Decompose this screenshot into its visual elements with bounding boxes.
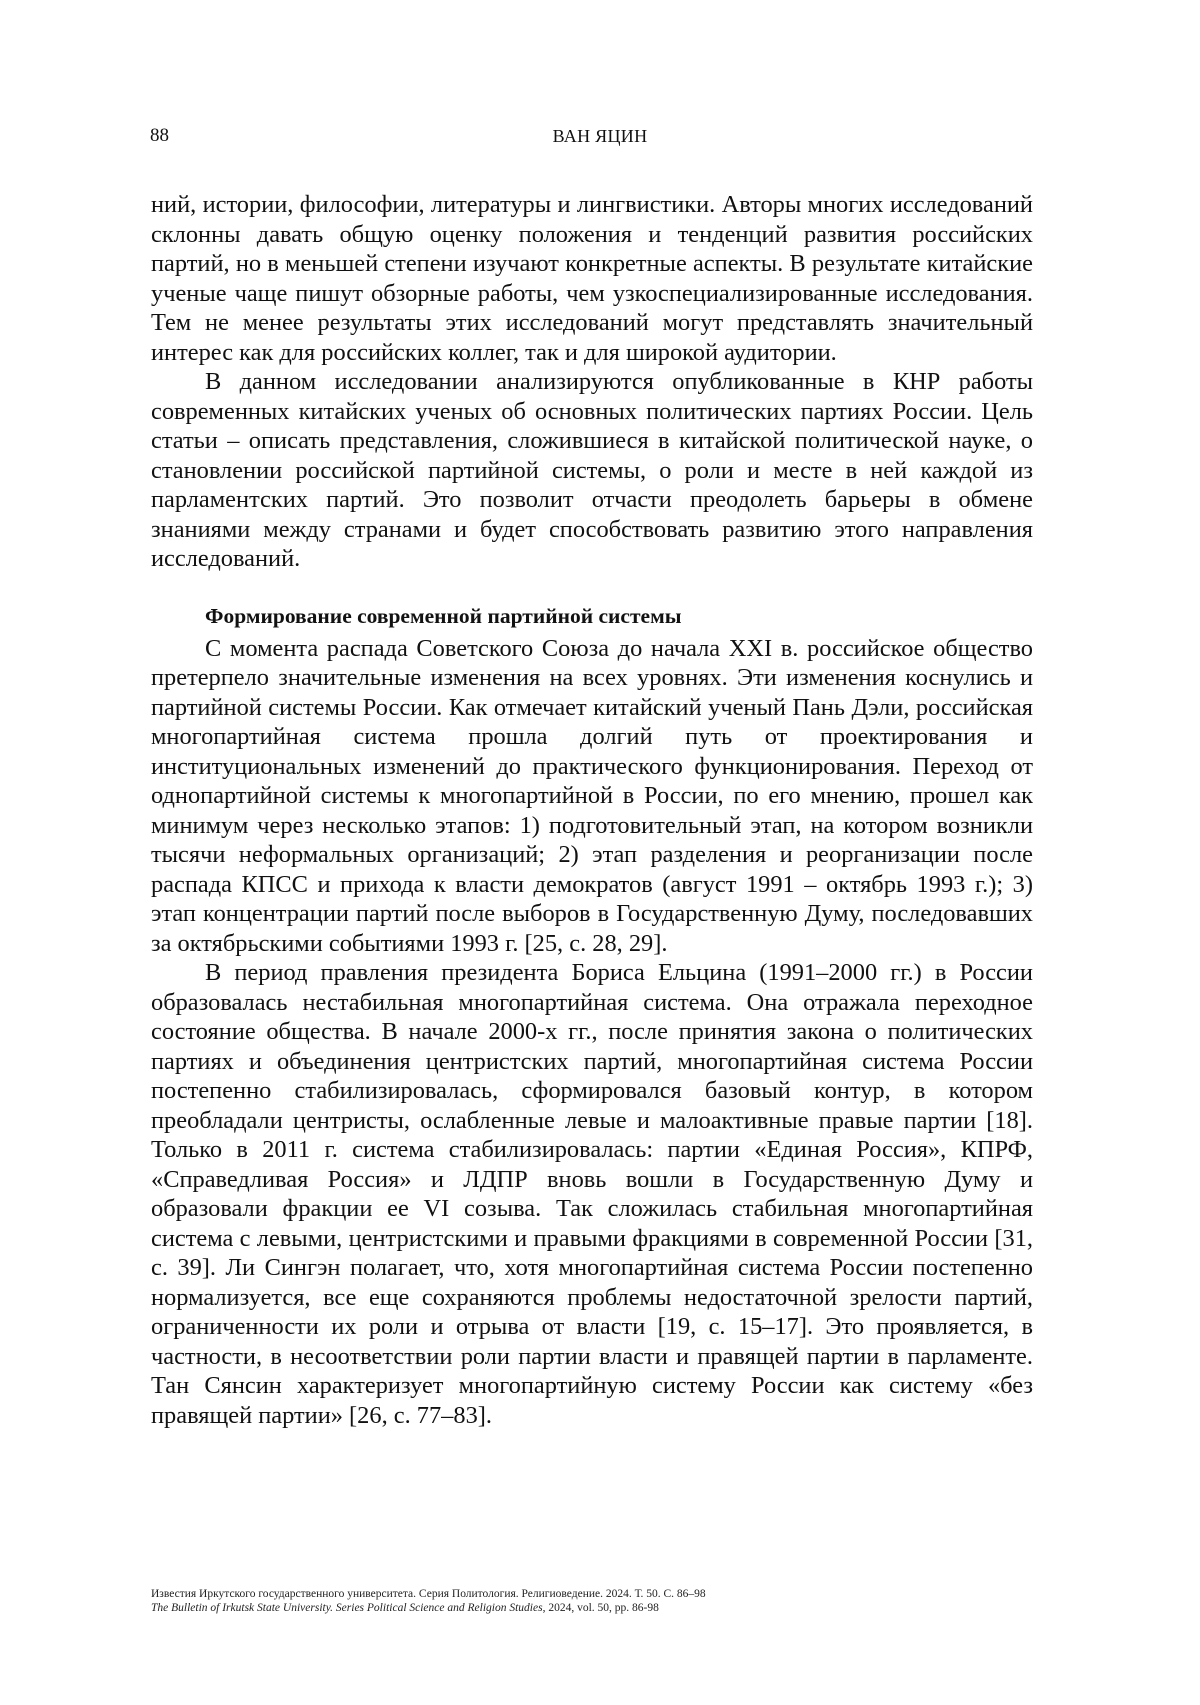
paragraph-yeltsin-period: В период правления президента Бориса Ельцина (1991–2000 гг.) в России образовалась нестабильная многопартийная система. Она отражала переходное состояние общества. В начале 2000-х гг., после принятия закона о политических партиях и объединения центристских партий, многопартийная система России постепенно стабилизировалась, сформировался базовый контур, в котором преобладали центристы, ослабленные левые и малоактивные правые партии [18]. Только в 2011 г. система стабилизировалась: партии «Единая Россия», КПРФ, «Справедливая Россия» и ЛДПР вновь вошли в Государственную Думу и образовали фракции ее VI созыва. Так сложилась стабильная многопартийная система с левыми, центристскими и правыми фракциями в современной России [31, с. 39]. Ли Сингэн полагает, что, хотя многопартийная система России постепенно нормализуется, все еще сохраняются проблемы недостаточной зрелости партий, ограниченности их роли и отрыва от власти [19, с. 15–17]. Это проявляется, в частности, в несоответствии роли партии власти и правящей партии в парламенте. Тан Сянсин характеризует многопартийную систему России как систему «без правящей партии» [26, с. 77–83].: [151, 958, 1033, 1430]
article-body: [151, 190, 1033, 1430]
journal-footer: [151, 1587, 706, 1615]
paragraph-study-aim: В данном исследовании анализируются опубликованные в КНР работы современных китайских ученых об основных политических партиях России. Цель статьи – описать представления, сложившиеся в китайской политической науке, о становлении российской партийной системы, о роли и месте в ней каждой из парламентских партий. Это позволит отчасти преодолеть барьеры в обмене знаниями между странами и будет способствовать развитию этого направления исследований.: [151, 367, 1033, 574]
section-heading: Формирование современной партийной системы: [205, 602, 1033, 630]
paragraph-party-system-formation: С момента распада Советского Союза до начала XXI в. российское общество претерпело значительные изменения на всех уровнях. Эти изменения коснулись и партийной системы России. Как отмечает китайский ученый Пань Дэли, российская многопартийная система прошла долгий путь от проектирования и институциональных изменений до практического функционирования. Переход от однопартийной системы к многопартийной в России, по его мнению, прошел как минимум через несколько этапов: 1) подготовительный этап, на котором возникли тысячи неформальных организаций; 2) этап разделения и реорганизации после распада КПСС и прихода к власти демократов (август 1991 – октябрь 1993 г.); 3) этап концентрации партий после выборов в Государственную Думу, последовавших за октябрьскими событиями 1993 г. [25, с. 28, 29].: [151, 634, 1033, 959]
footer-citation-en: [151, 1601, 706, 1615]
page-number: 88: [150, 124, 169, 148]
running-head: ВАН ЯЦИН: [0, 124, 1200, 148]
paragraph-continued: ний, истории, философии, литературы и лингвистики. Авторы многих исследований склонны давать общую оценку положения и тенденций развития российских партий, но в меньшей степени изучают конкретные аспекты. В результате китайские ученые чаще пишут обзорные работы, чем узкоспециализированные исследования. Тем не менее результаты этих исследований могут представлять значительный интерес как для российских коллег, так и для широкой аудитории.: [151, 190, 1033, 367]
footer-volume-en: , 2024, vol. 50, pp. 86-98: [543, 1602, 659, 1614]
footer-citation-ru: Известия Иркутского государственного университета. Серия Политология. Религиоведение. 2024. Т. 50. С. 86–98: [151, 1587, 706, 1601]
footer-journal-title-en: The Bulletin of Irkutsk State University. Series Political Science and Religion Studies: [151, 1602, 543, 1614]
